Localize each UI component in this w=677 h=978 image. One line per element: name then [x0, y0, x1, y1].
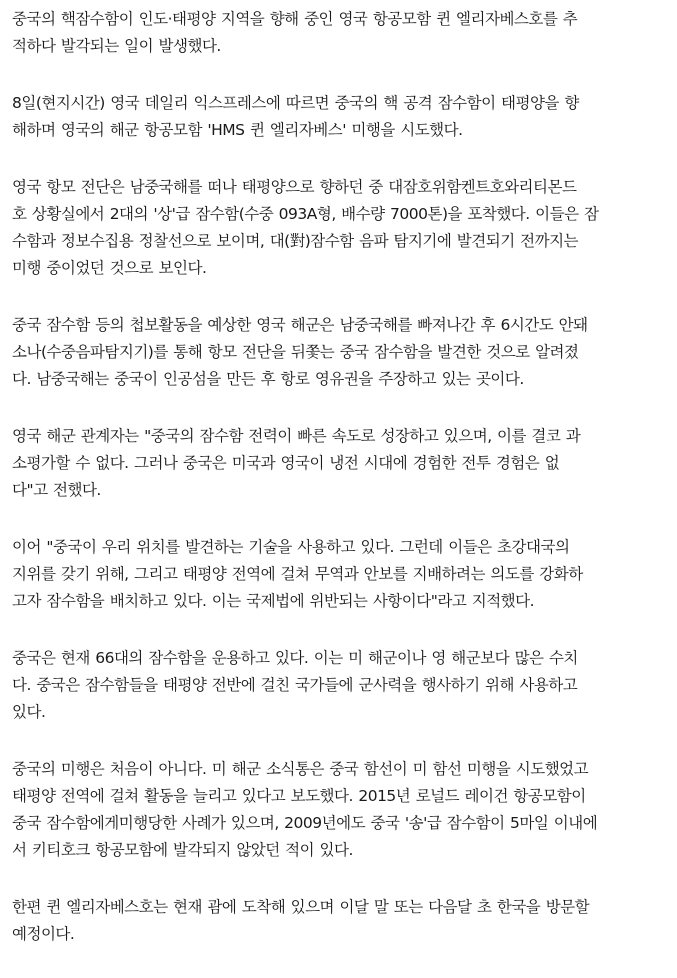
text-line: 지위를 갖기 위해, 그리고 태평양 전역에 걸쳐 무역과 안보를 지배하려는 의도를 강화하 — [12, 565, 583, 583]
text-line: 중국은 현재 66대의 잠수함을 운용하고 있다. 이는 미 해군이나 영 해군보다 많은 수치 — [12, 649, 578, 667]
text-line: 영국 해군 관계자는 "중국의 잠수함 전력이 빠른 속도로 성장하고 있으며, 이를 결코 과 — [12, 427, 581, 445]
text-line: 한편 퀸 엘리자베스호는 현재 괌에 도착해 있으며 이달 말 또는 다음달 초 한국을 방문할 — [12, 898, 590, 916]
text-line: 중국 잠수함에게미행당한 사례가 있으며, 2009년에도 중국 '송'급 잠수함이 5마일 이내에 — [12, 814, 598, 832]
text-line: 이어 "중국이 우리 위치를 발견하는 기술을 사용하고 있다. 그런데 이들은 초강대국의 — [12, 538, 570, 556]
paragraph-3 — [12, 174, 667, 282]
text-line: 태평양 전역에 걸쳐 활동을 늘리고 있다고 보도했다. 2015년 로널드 레이건 항공모함이 — [12, 787, 586, 805]
text-line: 다"고 전했다. — [12, 481, 101, 499]
text-line: 있다. — [12, 703, 46, 721]
text-line: 8일(현지시간) 영국 데일리 익스프레스에 따르면 중국의 핵 공격 잠수함이 태평양을 향 — [12, 94, 579, 112]
text-line: 다. 중국은 잠수함들을 태평양 전반에 걸친 국가들에 군사력을 행사하기 위해 사용하고 — [12, 676, 578, 694]
paragraph-8 — [12, 756, 667, 864]
text-line: 중국의 핵잠수함이 인도·태평양 지역을 향해 중인 영국 항공모함 퀸 엘리자베스호를 추 — [12, 10, 578, 28]
text-line: 소나(수중음파탐지기)를 통해 항모 전단을 뒤쫓는 중국 잠수함을 발견한 것으로 알려졌 — [12, 343, 579, 361]
paragraph-5 — [12, 423, 667, 504]
text-line: 중국의 미행은 처음이 아니다. 미 해군 소식통은 중국 함선이 미 함선 미행을 시도했었고 — [12, 760, 589, 778]
paragraph-9 — [12, 894, 667, 948]
text-line: 미행 중이었던 것으로 보인다. — [12, 259, 207, 277]
text-line: 수함과 정보수집용 정찰선으로 보이며, 대(對)잠수함 음파 탐지기에 발견되기 전까지는 — [12, 232, 579, 250]
text-line: 중국 잠수함 등의 첩보활동을 예상한 영국 해군은 남중국해를 빠져나간 후 6시간도 안돼 — [12, 316, 588, 334]
paragraph-1 — [12, 6, 667, 60]
text-line: 적하다 발각되는 일이 발생했다. — [12, 37, 221, 55]
paragraph-2 — [12, 90, 667, 144]
text-line: 다. 남중국해는 중국이 인공섬을 만든 후 항로 영유권을 주장하고 있는 곳이다. — [12, 370, 524, 388]
text-line: 예정이다. — [12, 925, 75, 943]
text-line: 소평가할 수 없다. 그러나 중국은 미국과 영국이 냉전 시대에 경험한 전투 경험은 없 — [12, 454, 560, 472]
paragraph-4 — [12, 312, 667, 393]
paragraph-7 — [12, 645, 667, 726]
text-line: 호 상황실에서 2대의 '상'급 잠수함(수중 093A형, 배수량 7000톤)을 포착했다. 이들은 잠 — [12, 205, 599, 223]
text-line: 서 키티호크 항공모함에 발각되지 않았던 적이 있다. — [12, 841, 353, 859]
text-line: 해하며 영국의 해군 항공모함 'HMS 퀸 엘리자베스' 미행을 시도했다. — [12, 121, 463, 139]
article-body — [12, 6, 667, 978]
text-line: 영국 항모 전단은 남중국해를 떠나 태평양으로 향하던 중 대잠호위함켄트호와리티몬드 — [12, 178, 577, 196]
text-line: 고자 잠수함을 배치하고 있다. 이는 국제법에 위반되는 사항이다"라고 지적했다. — [12, 592, 535, 610]
paragraph-6 — [12, 534, 667, 615]
